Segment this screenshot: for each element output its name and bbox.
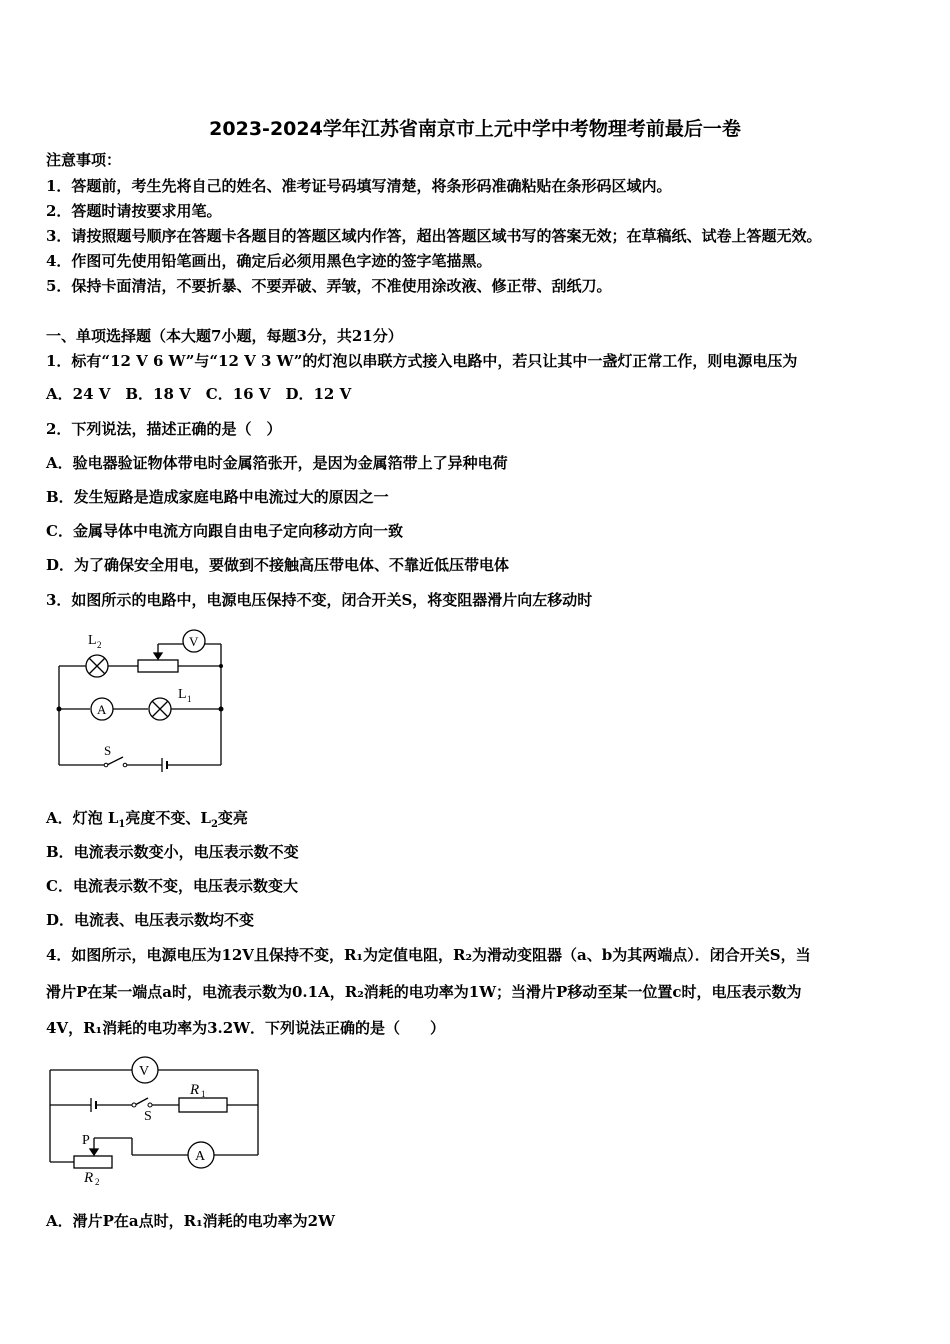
q3-circuit-diagram — [50, 622, 240, 777]
label-r2-sub: 2 — [95, 1177, 100, 1187]
q4-stem-line2: 滑片P在某一端点a时，电流表示数为0.1A，R₂消耗的电功率为1W；当滑片P移动至某一位置c时，电压表示数为 — [46, 983, 802, 1001]
page-title: 2023-2024学年江苏省南京市上元中学中考物理考前最后一卷 — [209, 118, 741, 140]
label-a: A — [195, 1149, 206, 1164]
q2-option-d: D．为了确保安全用电，要做到不接触高压带电体、不靠近低压带电体 — [46, 556, 510, 574]
switch-symbol — [135, 1098, 148, 1105]
label-l2-sub: 2 — [97, 640, 102, 650]
q3-stem: 3．如图所示的电路中，电源电压保持不变，闭合开关S，将变阻器滑片向左移动时 — [46, 591, 593, 609]
switch-symbol — [107, 757, 123, 765]
q4-stem-line1: 4．如图所示，电源电压为12V且保持不变，R₁为定值电阻，R₂为滑动变阻器（a、b为其两端点）．闭合开关S，当 — [46, 946, 811, 964]
q1-stem: 1．标有“12 V 6 W”与“12 V 3 W”的灯泡以串联方式接入电路中，若只让其中一盏灯正常工作，则电源电压为 — [46, 352, 798, 370]
label-l1-sub: 1 — [187, 694, 192, 704]
q4-option-a: A．滑片P在a点时，R₁消耗的电功率为2W — [46, 1212, 335, 1230]
label-r1-sub: 1 — [201, 1089, 206, 1099]
q2-stem: 2．下列说法，描述正确的是（ ） — [46, 420, 282, 438]
q3-option-a: A．灯泡 $L_1$亮度不变、$L_2$变亮 — [46, 809, 248, 830]
rheostat-r2-symbol — [74, 1156, 112, 1168]
q3-option-d: D．电流表、电压表示数均不变 — [46, 911, 255, 929]
notes-heading: 注意事项： — [46, 151, 122, 169]
label-v: V — [139, 1064, 150, 1079]
note-item: 3．请按照题号顺序在答题卡各题目的答题区域内作答，超出答题区域书写的答案无效；在草稿纸、试卷上答题无效。 — [46, 227, 822, 245]
label-v: V — [189, 634, 199, 649]
q4-stem-line3: 4V，R₁消耗的电功率为3.2W．下列说法正确的是（ ） — [46, 1019, 446, 1037]
note-item: 1．答题前，考生先将自己的姓名、准考证号码填写清楚，将条形码准确粘贴在条形码区域内。 — [46, 177, 672, 195]
note-item: 2．答题时请按要求用笔。 — [46, 202, 222, 220]
q3-option-c: C．电流表示数不变，电压表示数变大 — [46, 877, 298, 895]
q2-option-b: B．发生短路是造成家庭电路中电流过大的原因之一 — [46, 488, 389, 506]
q4-circuit-diagram — [44, 1052, 269, 1187]
label-r2: R — [84, 1170, 94, 1186]
q3-option-b: B．电流表示数变小，电压表示数不变 — [46, 843, 299, 861]
label-p: P — [82, 1133, 90, 1148]
label-r1: R — [190, 1082, 200, 1098]
label-s: S — [104, 743, 112, 758]
q2-option-a: A．验电器验证物体带电时金属箔张开，是因为金属箔带上了异种电荷 — [46, 454, 508, 472]
rheostat-symbol — [138, 660, 178, 672]
resistor-r1-symbol — [179, 1098, 227, 1112]
label-a: A — [97, 702, 107, 717]
label-l1: L — [178, 687, 187, 702]
note-item: 4．作图可先使用铅笔画出，确定后必须用黑色字迹的签字笔描黑。 — [46, 252, 492, 270]
q2-option-c: C．金属导体中电流方向跟自由电子定向移动方向一致 — [46, 522, 403, 540]
label-s: S — [144, 1109, 152, 1124]
note-item: 5．保持卡面清洁，不要折暴、不要弄破、弄皱，不准使用涂改液、修正带、刮纸刀。 — [46, 277, 612, 295]
label-l2: L — [88, 633, 97, 648]
section-heading: 一、单项选择题（本大题7小题，每题3分，共21分） — [46, 327, 403, 345]
q1-options: A．24 V B．18 V C．16 V D．12 V — [46, 385, 352, 403]
